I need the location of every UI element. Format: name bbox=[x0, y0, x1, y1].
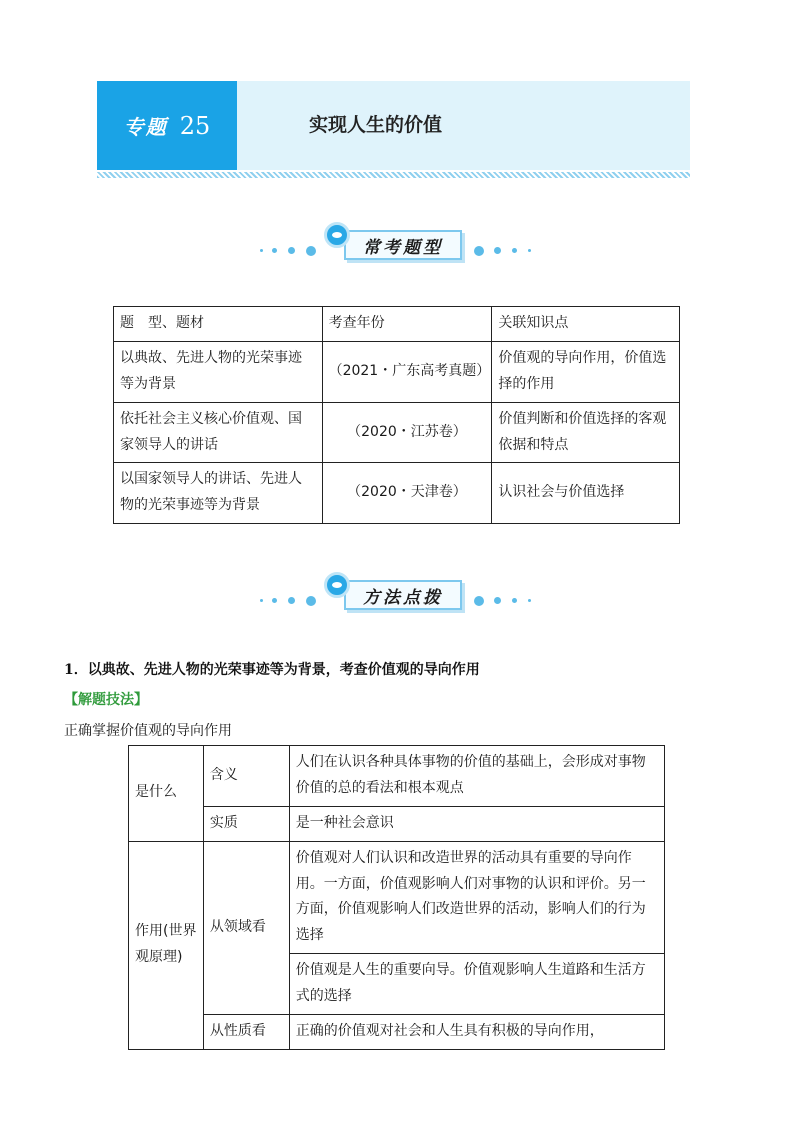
section-title-method-tips: 方法点拨 bbox=[344, 580, 462, 610]
sub-label: 实质 bbox=[203, 806, 289, 841]
decorative-dots bbox=[474, 596, 538, 606]
column-header: 题 型、题材 bbox=[114, 307, 323, 342]
page-title: 实现人生的价值 bbox=[309, 114, 443, 136]
eye-icon bbox=[324, 572, 350, 598]
header-divider bbox=[97, 172, 690, 178]
table-header-row bbox=[114, 307, 680, 342]
row-label: 是什么 bbox=[129, 746, 204, 842]
section-title-common-types: 常考题型 bbox=[344, 230, 462, 260]
table-row bbox=[114, 341, 680, 402]
table-cell: 依托社会主义核心价值观、国家领导人的讲话 bbox=[114, 402, 323, 463]
table-row bbox=[129, 746, 665, 807]
table-row bbox=[129, 841, 665, 954]
section-tag-method-tips bbox=[258, 572, 538, 616]
table-row bbox=[114, 463, 680, 524]
header-banner bbox=[97, 81, 690, 170]
eye-icon bbox=[324, 222, 350, 248]
sub-label: 从性质看 bbox=[203, 1015, 289, 1050]
section-tag-common-types bbox=[258, 222, 538, 266]
row-label: 作用(世界观原理) bbox=[129, 841, 204, 1049]
topic-badge-word: 专题 bbox=[123, 115, 168, 139]
table-row bbox=[114, 402, 680, 463]
sub-label: 从领域看 bbox=[203, 841, 289, 1014]
decorative-dots bbox=[258, 596, 318, 606]
table-cell: （2020・江苏卷） bbox=[322, 402, 492, 463]
column-header: 考查年份 bbox=[322, 307, 492, 342]
question-heading: 1．以典故、先进人物的光荣事迹等为背景，考查价值观的导向作用 bbox=[64, 662, 480, 678]
table-cell: 认识社会与价值选择 bbox=[492, 463, 680, 524]
table-cell: 是一种社会意识 bbox=[289, 806, 664, 841]
topic-badge bbox=[97, 81, 237, 170]
table-cell: （2020・天津卷） bbox=[322, 463, 492, 524]
decorative-dots bbox=[474, 246, 538, 256]
table-cell: 价值观的导向作用，价值选择的作用 bbox=[492, 341, 680, 402]
table-cell: （2021・广东高考真题） bbox=[322, 341, 492, 402]
table-cell: 正确的价值观对社会和人生具有积极的导向作用， bbox=[289, 1015, 664, 1050]
table-cell: 人们在认识各种具体事物的价值的基础上，会形成对事物价值的总的看法和根本观点 bbox=[289, 746, 664, 807]
decorative-dots bbox=[258, 246, 318, 256]
table-cell: 价值观对人们认识和改造世界的活动具有重要的导向作用。一方面，价值观影响人们对事物的认识和评价。另一方面，价值观影响人们改造世界的活动，影响人们的行为选择 bbox=[289, 841, 664, 954]
table-row bbox=[129, 1015, 665, 1050]
column-header: 关联知识点 bbox=[492, 307, 680, 342]
table-cell: 价值判断和价值选择的客观依据和特点 bbox=[492, 402, 680, 463]
solution-tip-label: 【解题技法】 bbox=[64, 692, 148, 708]
question-type-table bbox=[113, 306, 680, 524]
table-cell: 价值观是人生的重要向导。价值观影响人生道路和生活方式的选择 bbox=[289, 954, 664, 1015]
table-cell: 以典故、先进人物的光荣事迹等为背景 bbox=[114, 341, 323, 402]
intro-text: 正确掌握价值观的导向作用 bbox=[64, 723, 232, 739]
sub-label: 含义 bbox=[203, 746, 289, 807]
table-row bbox=[129, 806, 665, 841]
value-view-table bbox=[128, 745, 665, 1050]
table-cell: 以国家领导人的讲话、先进人物的光荣事迹等为背景 bbox=[114, 463, 323, 524]
topic-number: 25 bbox=[179, 111, 211, 140]
